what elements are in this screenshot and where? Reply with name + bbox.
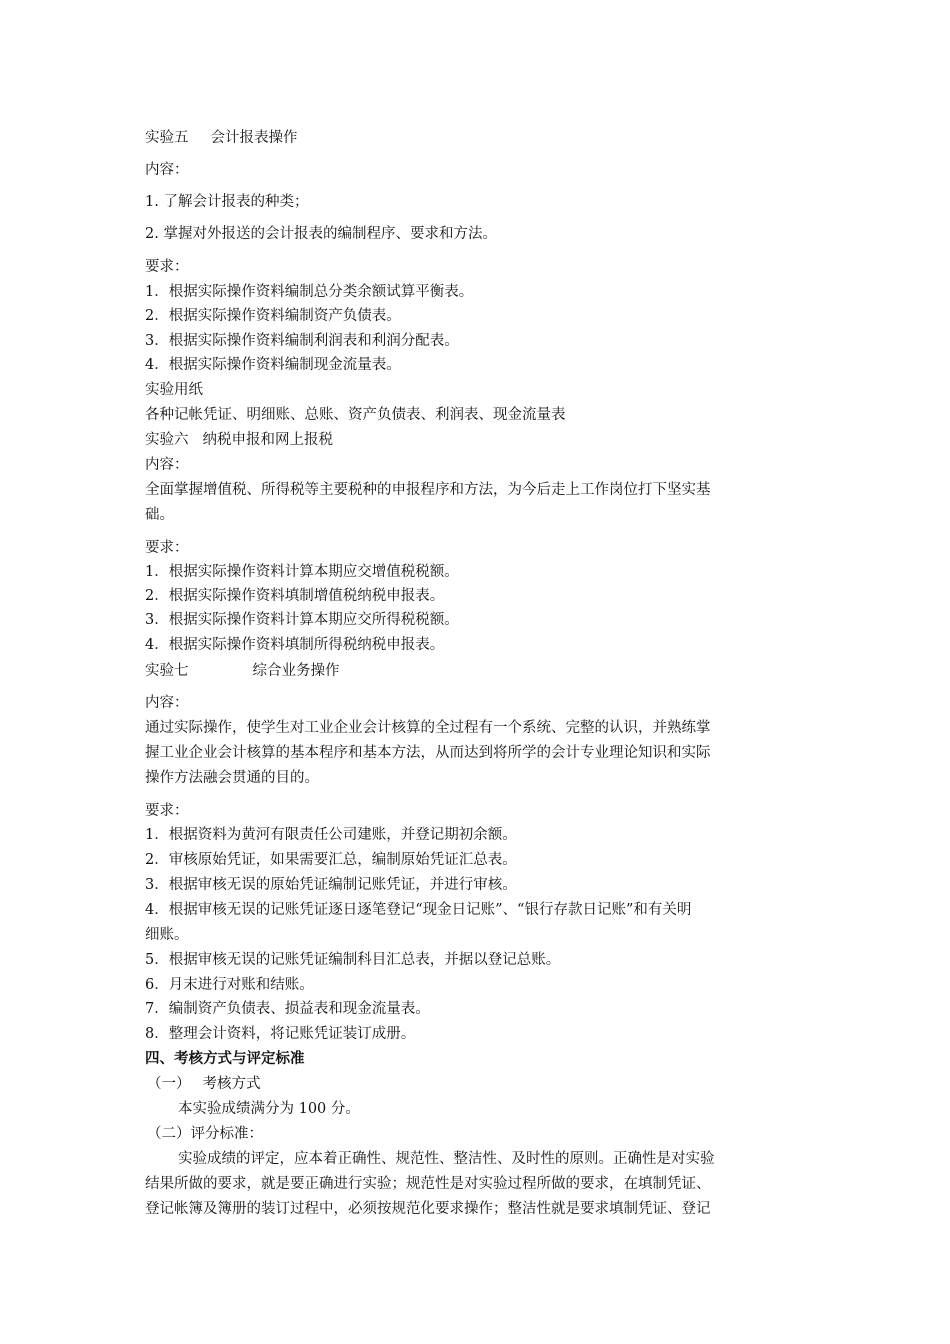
exp6-req-1: 1．根据实际操作资料计算本期应交增值税税额。 <box>145 564 459 580</box>
exp7-content-label: 内容： <box>145 695 189 711</box>
exp7-req-6: 6．月末进行对账和结账。 <box>145 977 314 993</box>
section4-sub1-text: 本实验成绩满分为 100 分。 <box>178 1101 360 1117</box>
exp7-content-3: 操作方法融会贯通的目的。 <box>145 770 319 786</box>
exp7-req-3: 3．根据审核无误的原始凭证编制记账凭证，并进行审核。 <box>145 877 517 893</box>
section4-sub1-name: 考核方式 <box>202 1076 261 1092</box>
section4-sub1 <box>147 1074 812 1094</box>
exp7-title <box>145 661 810 681</box>
exp7-title-num: 实验七 <box>145 663 189 679</box>
exp6-title <box>145 430 810 450</box>
exp5-req-4: 4．根据实际操作资料编制现金流量表。 <box>145 357 401 373</box>
section4-para-2: 结果所做的要求，就是要正确进行实验；规范性是对实验过程所做的要求，在填制凭证、 <box>145 1176 711 1192</box>
exp6-content-1: 全面掌握增值税、所得税等主要税种的申报程序和方法，为今后走上工作岗位打下坚实基 <box>145 482 711 498</box>
exp7-req-2: 2．审核原始凭证，如果需要汇总，编制原始凭证汇总表。 <box>145 852 517 868</box>
exp6-req-3: 3．根据实际操作资料计算本期应交所得税税额。 <box>145 612 459 628</box>
exp6-content-2: 础。 <box>145 507 174 523</box>
section4-sub2: （二）评分标准： <box>147 1126 263 1142</box>
exp7-title-name: 综合业务操作 <box>252 663 340 679</box>
section4-heading: 四、考核方式与评定标准 <box>145 1050 305 1067</box>
section4-para-3: 登记帐簿及簿册的装订过程中，必须按规范化要求操作；整洁性就是要求填制凭证、登记 <box>145 1201 711 1217</box>
exp7-req-1: 1．根据资料为黄河有限责任公司建账，并登记期初余额。 <box>145 827 517 843</box>
exp6-content-label: 内容： <box>145 457 189 473</box>
exp6-title-num: 实验六 <box>145 432 189 448</box>
exp7-content-2: 握工业企业会计核算的基本程序和基本方法，从而达到将所学的会计专业理论知识和实际 <box>145 745 711 761</box>
exp5-content-1: 1. 了解会计报表的种类； <box>145 194 309 210</box>
exp5-title <box>145 128 810 148</box>
exp5-paper: 各种记帐凭证、明细账、总账、资产负债表、利润表、现金流量表 <box>145 407 566 423</box>
exp6-req-label: 要求： <box>145 540 189 556</box>
exp5-req-label: 要求： <box>145 259 189 275</box>
exp5-paper-label: 实验用纸 <box>145 382 203 398</box>
exp5-content-2: 2. 掌握对外报送的会计报表的编制程序、要求和方法。 <box>145 226 497 242</box>
exp5-req-3: 3．根据实际操作资料编制利润表和利润分配表。 <box>145 333 459 349</box>
exp6-req-2: 2．根据实际操作资料填制增值税纳税申报表。 <box>145 588 445 604</box>
exp7-req-7: 7．编制资产负债表、损益表和现金流量表。 <box>145 1001 430 1017</box>
exp7-req-5: 5．根据审核无误的记账凭证编制科目汇总表，并据以登记总账。 <box>145 952 561 968</box>
exp5-req-1: 1．根据实际操作资料编制总分类余额试算平衡表。 <box>145 284 474 300</box>
section4-para-1: 实验成绩的评定，应本着正确性、规范性、整洁性、及时性的原则。正确性是对实验 <box>178 1151 715 1167</box>
exp7-req-label: 要求： <box>145 803 189 819</box>
exp5-content-label: 内容： <box>145 162 189 178</box>
exp7-content-1: 通过实际操作，使学生对工业企业会计核算的全过程有一个系统、完整的认识，并熟练掌 <box>145 720 711 736</box>
exp6-req-4: 4．根据实际操作资料填制所得税纳税申报表。 <box>145 637 445 653</box>
exp5-title-num: 实验五 <box>145 130 189 146</box>
exp7-req-4-cont: 细账。 <box>145 927 189 943</box>
exp7-req-8: 8．整理会计资料，将记账凭证装订成册。 <box>145 1026 416 1042</box>
exp6-title-name: 纳税申报和网上报税 <box>202 432 333 448</box>
exp7-req-4: 4．根据审核无误的记账凭证逐日逐笔登记“现金日记账”、“银行存款日记账”和有关明 <box>145 902 692 918</box>
section4-sub1-label: （一） <box>147 1076 191 1092</box>
exp5-title-name: 会计报表操作 <box>210 130 298 146</box>
exp5-req-2: 2．根据实际操作资料编制资产负债表。 <box>145 308 401 324</box>
